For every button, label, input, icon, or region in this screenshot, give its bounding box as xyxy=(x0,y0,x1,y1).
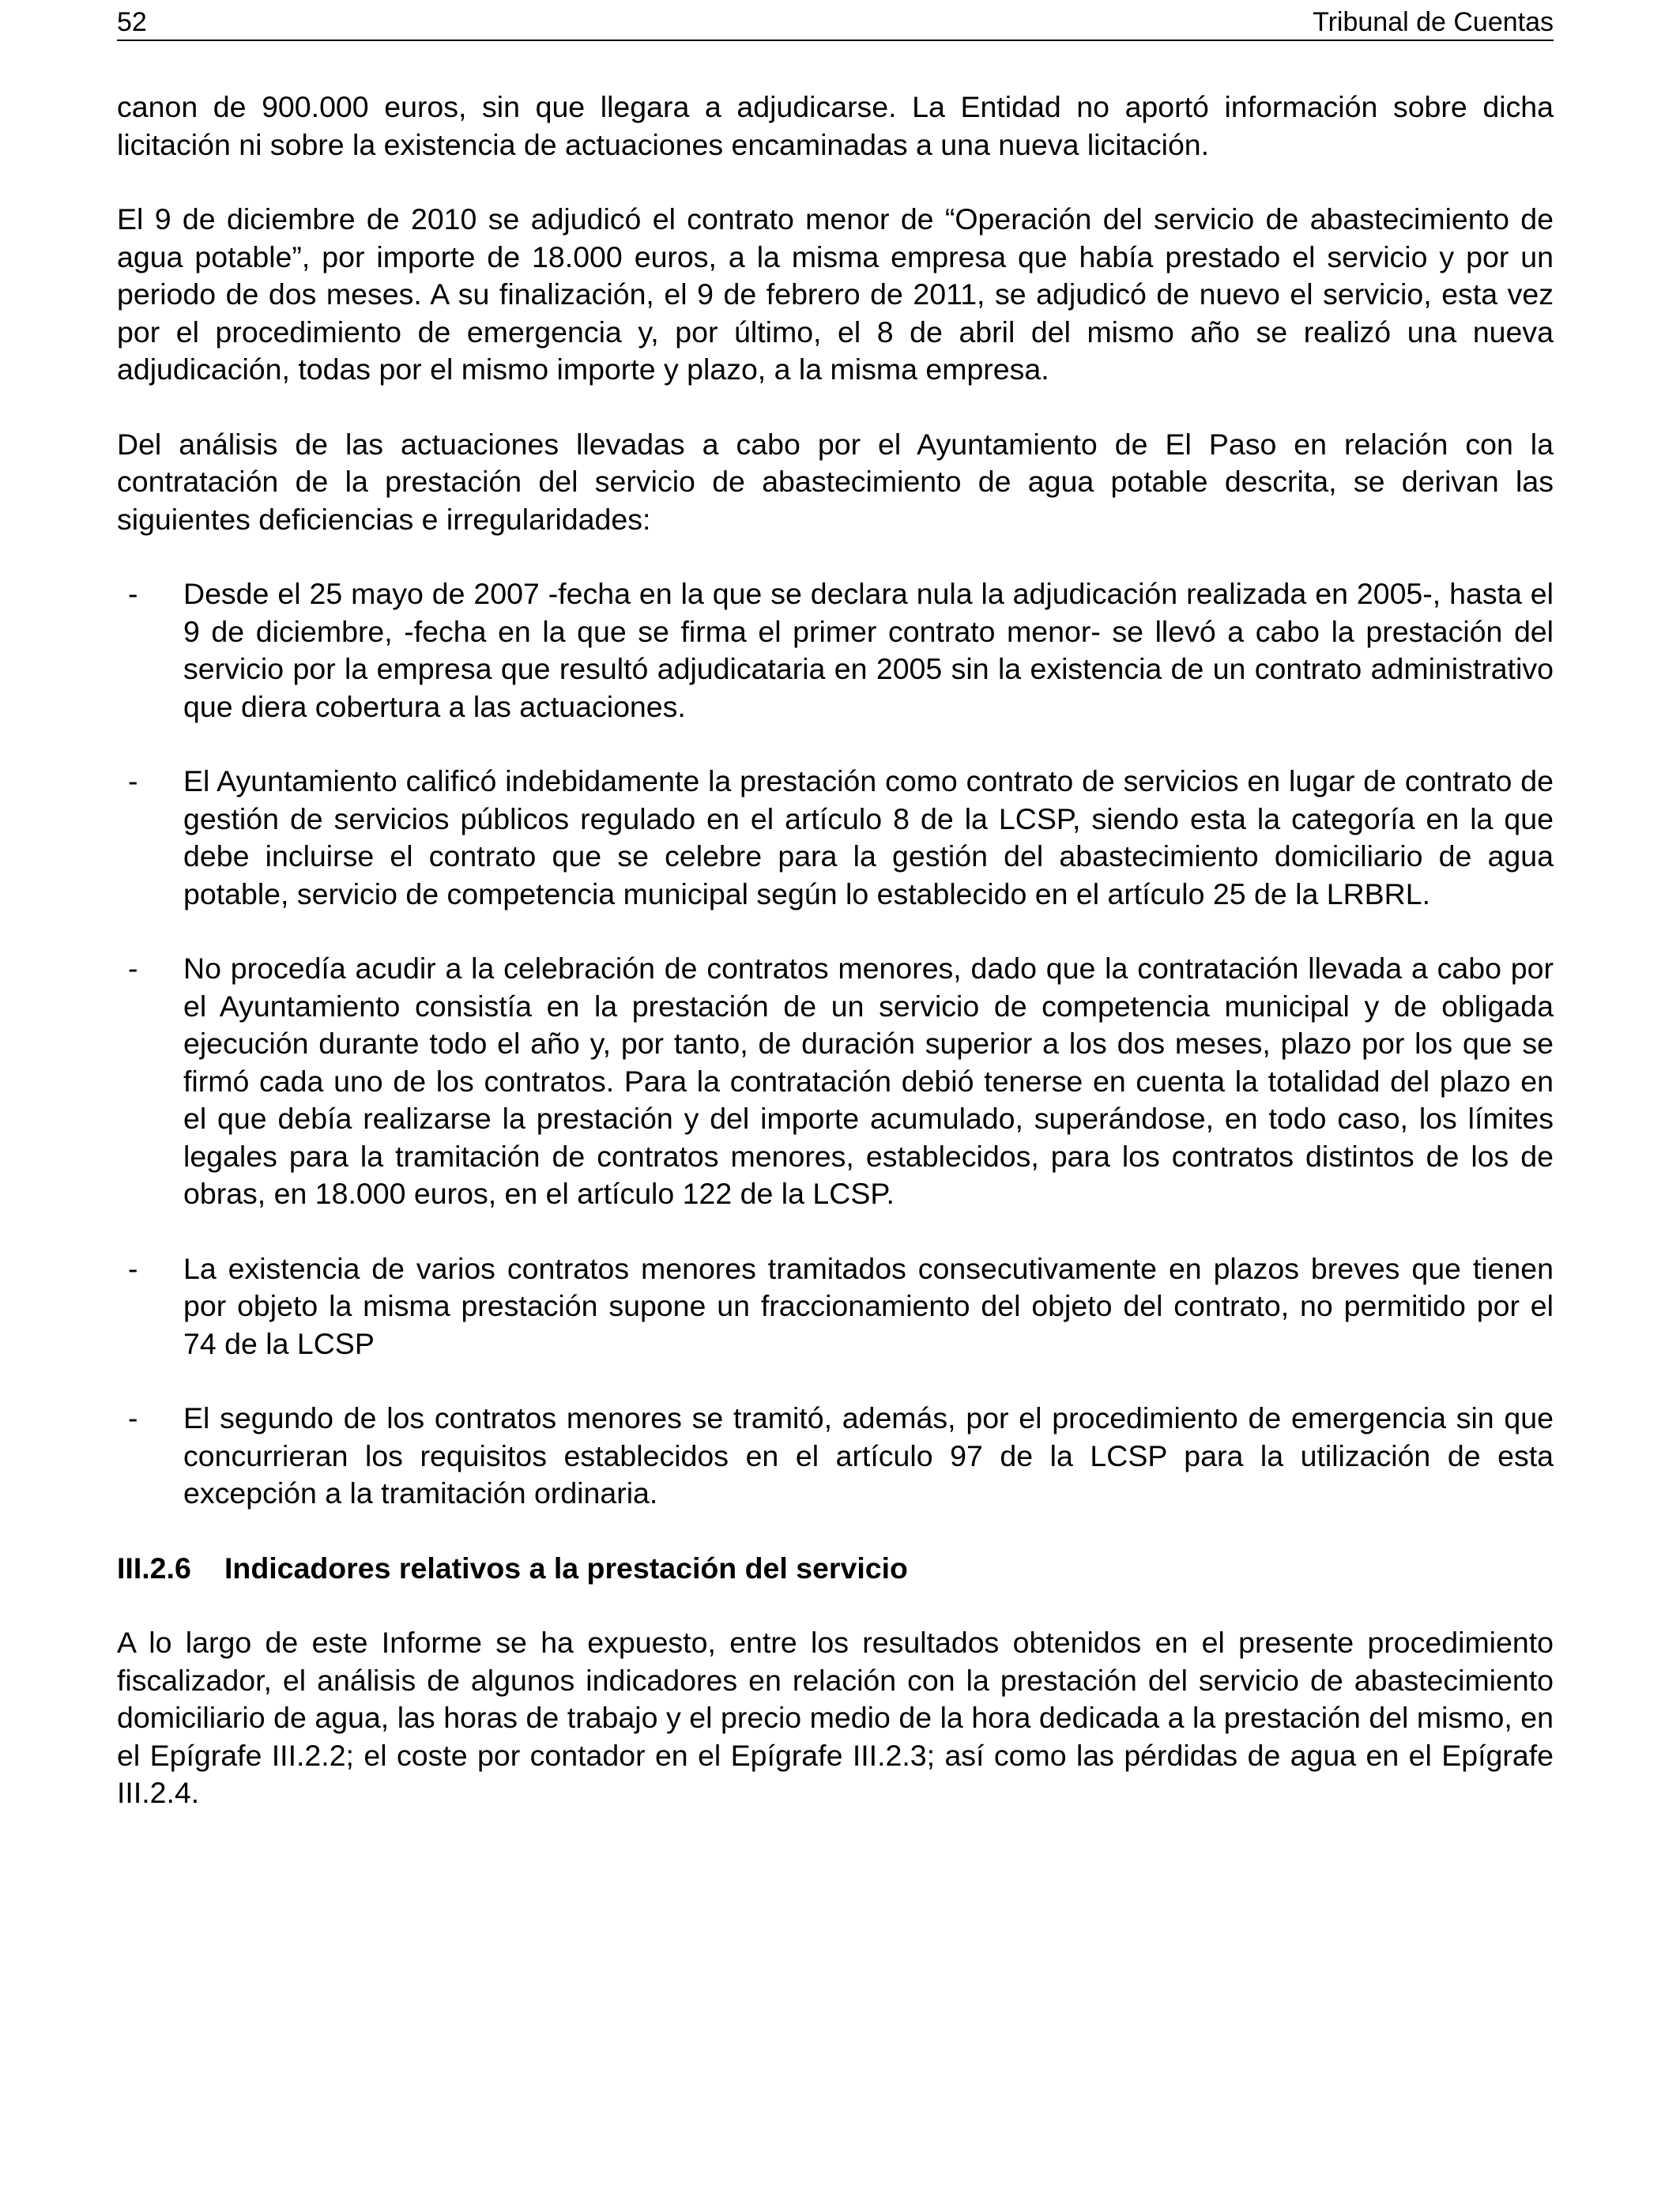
section-title: Indicadores relativos a la prestación del servicio xyxy=(224,1551,908,1585)
document-body xyxy=(117,89,1554,1849)
bullet-text: El Ayuntamiento calificó indebidamente la prestación como contrato de servicios en lugar de contrato de gestión de servicios públicos regulado en el artículo 8 de la LCSP, siendo esta la categoría en la que debe incluirse el contrato que se celebre para la gestión del abastecimiento domiciliario de agua potable, servicio de competencia municipal según lo establecido en el artículo 25 de la LRBRL. xyxy=(183,764,1554,910)
bullet-marker: - xyxy=(128,952,138,985)
bullet-text: No procedía acudir a la celebración de contratos menores, dado que la contratación llevada a cabo por el Ayuntamiento consistía en la prestación de un servicio de competencia municipal y de obligada ejecución durante todo el año y, por tanto, de duración superior a los dos meses, plazo por los que se firmó cada uno de los contratos. Para la contratación debió tenerse en cuenta la totalidad del plazo en el que debía realizarse la prestación y del importe acumulado, superándose, en todo caso, los límites legales para la tramitación de contratos menores, establecidos, para los contratos distintos de los de obras, en 18.000 euros, en el artículo 122 de la LCSP. xyxy=(183,952,1554,1210)
bullet-text: La existencia de varios contratos menores tramitados consecutivamente en plazos breves que tienen por objeto la misma prestación supone un fraccionamiento del objeto del contrato, no permitido por el 74 de la LCSP xyxy=(183,1251,1554,1360)
section-number: III.2.6 xyxy=(117,1551,191,1585)
list-item xyxy=(117,763,1554,913)
bullet-text: Desde el 25 mayo de 2007 -fecha en la que se declara nula la adjudicación realizada en 2005-, hasta el 9 de diciembre, -fecha en la que se firma el primer contrato menor- se llevó a cabo la prestación del servicio por la empresa que resultó adjudicataria en 2005 sin la existencia de un contrato administrativo que diera cobertura a las actuaciones. xyxy=(183,577,1554,723)
paragraph-adjudicacion: El 9 de diciembre de 2010 se adjudicó el contrato menor de “Operación del servicio de abastecimiento de agua potable”, por importe de 18.000 euros, a la misma empresa que había prestado el servicio y por un periodo de dos meses. A su finalización, el 9 de febrero de 2011, se adjudicó de nuevo el servicio, esta vez por el procedimiento de emergencia y, por último, el 8 de abril del mismo año se realizó una nueva adjudicación, todas por el mismo importe y plazo, a la misma empresa. xyxy=(117,202,1554,386)
header-title: Tribunal de Cuentas xyxy=(1313,7,1554,37)
paragraph-indicadores: A lo largo de este Informe se ha expuesto, entre los resultados obtenidos en el presente procedimiento fiscalizador, el análisis de algunos indicadores en relación con la prestación del servicio de abastecimiento domiciliario de agua, las horas de trabajo y el precio medio de la hora dedicada a la prestación del mismo, en el Epígrafe III.2.2; el coste por contador en el Epígrafe III.2.3; así como las pérdidas de agua en el Epígrafe III.2.4. xyxy=(117,1626,1554,1809)
list-item xyxy=(117,1400,1554,1513)
paragraph-canon: canon de 900.000 euros, sin que llegara a adjudicarse. La Entidad no aportó información sobre dicha licitación ni sobre la existencia de actuaciones encaminadas a una nueva licitación. xyxy=(117,90,1554,161)
bullet-marker: - xyxy=(128,577,138,610)
list-item xyxy=(117,575,1554,726)
bullet-marker: - xyxy=(128,1401,138,1434)
bullet-marker: - xyxy=(128,764,138,797)
bullet-marker: - xyxy=(128,1251,138,1285)
section-heading xyxy=(117,1550,1554,1588)
list-item xyxy=(117,950,1554,1213)
list-item xyxy=(117,1250,1554,1363)
page-header xyxy=(117,6,1554,41)
paragraph-analisis: Del análisis de las actuaciones llevadas a cabo por el Ayuntamiento de El Paso en relación con la contratación de la prestación del servicio de abastecimiento de agua potable descrita, se derivan las siguientes deficiencias e irregularidades: xyxy=(117,427,1554,536)
page-number: 52 xyxy=(117,7,147,37)
bullet-text: El segundo de los contratos menores se tramitó, además, por el procedimiento de emergencia sin que concurrieran los requisitos establecidos en el artículo 97 de la LCSP para la utilización de esta excepción a la tramitación ordinaria. xyxy=(183,1401,1554,1510)
